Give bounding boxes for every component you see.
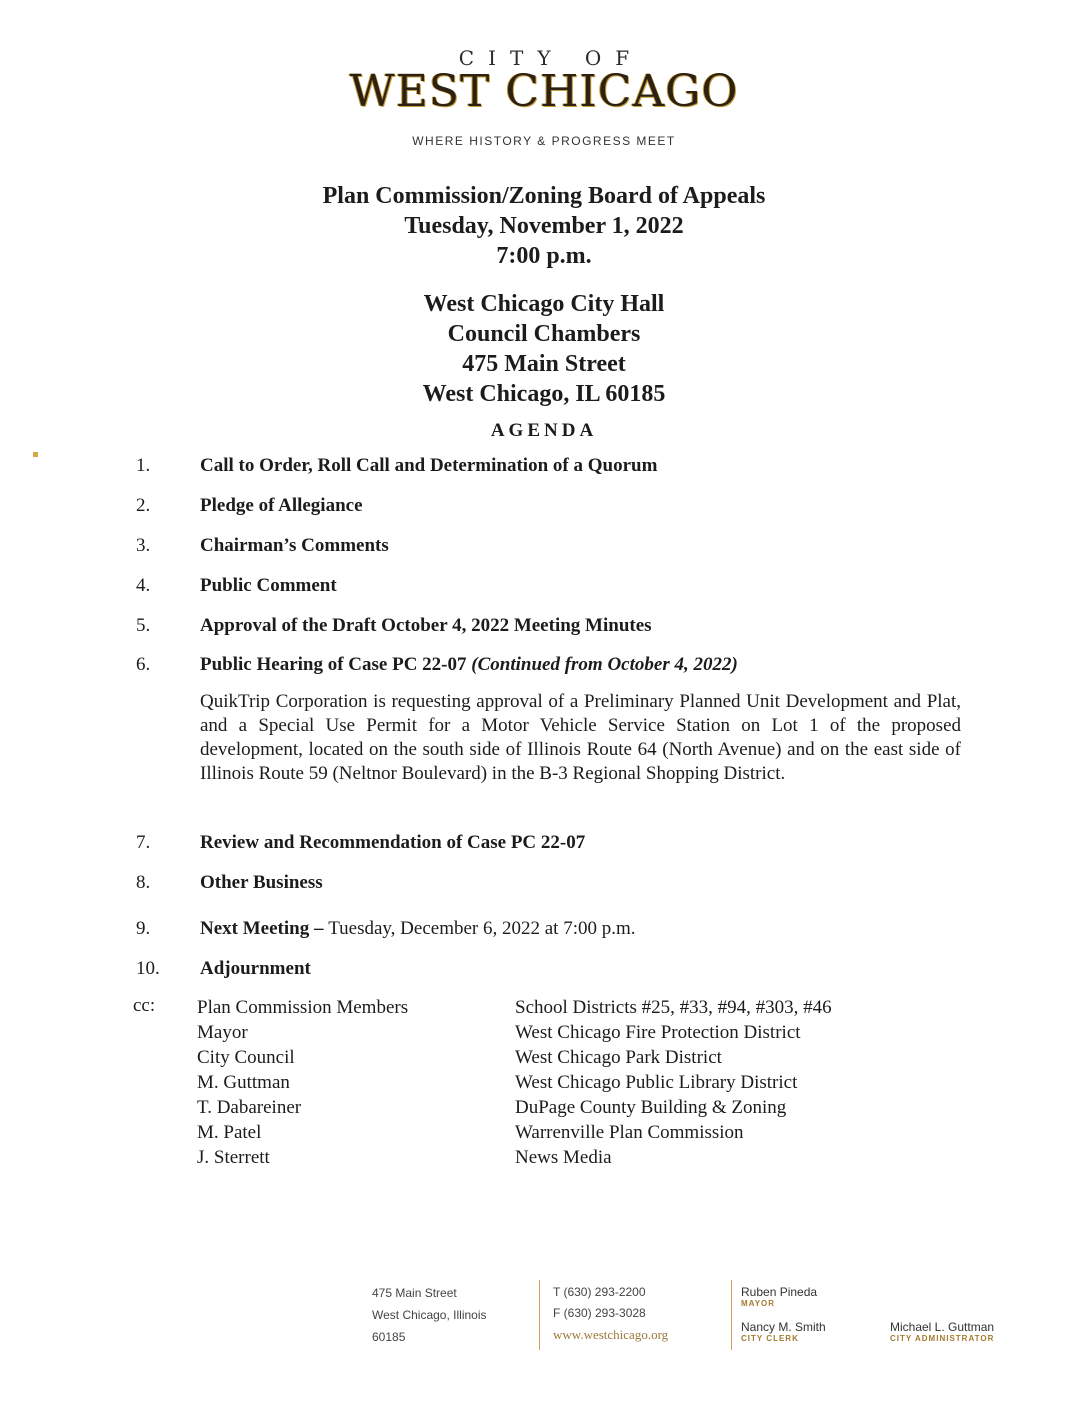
venue-city: West Chicago, IL 60185 bbox=[422, 381, 666, 407]
agenda-item: Pledge of Allegiance bbox=[200, 495, 363, 516]
address-zip: 60185 bbox=[372, 1330, 406, 1344]
meeting-time: 7:00 p.m. bbox=[496, 243, 592, 269]
cc-recipient: News Media bbox=[515, 1147, 612, 1168]
venue-building: West Chicago City Hall bbox=[423, 291, 665, 317]
administrator-title: CITY ADMINISTRATOR bbox=[890, 1334, 995, 1343]
administrator-name: Michael L. Guttman bbox=[890, 1320, 995, 1334]
agenda-title: AGENDA bbox=[490, 420, 598, 441]
agenda-item bbox=[200, 654, 738, 676]
cc-recipient: DuPage County Building & Zoning bbox=[515, 1097, 787, 1118]
cc-recipient: Mayor bbox=[197, 1022, 248, 1043]
continued-note: (Continued from October 4, 2022) bbox=[471, 654, 738, 675]
address-city: West Chicago, Illinois bbox=[372, 1308, 487, 1322]
cc-recipient: School Districts #25, #33, #94, #303, #46 bbox=[515, 997, 832, 1018]
item-number: 9. bbox=[136, 918, 151, 939]
footer-address bbox=[372, 1282, 487, 1348]
fax-number: F (630) 293-3028 bbox=[553, 1306, 646, 1320]
cc-recipient: West Chicago Public Library District bbox=[515, 1072, 798, 1093]
item-number: 2. bbox=[136, 495, 151, 516]
website-link[interactable]: www.westchicago.org bbox=[553, 1327, 669, 1342]
cc-recipient: T. Dabareiner bbox=[197, 1097, 302, 1118]
cc-recipient: J. Sterrett bbox=[197, 1147, 270, 1168]
item-number: 6. bbox=[136, 654, 151, 675]
cc-label: cc: bbox=[133, 995, 156, 1016]
agenda-item: Adjournment bbox=[200, 958, 311, 979]
meeting-date: Tuesday, November 1, 2022 bbox=[404, 213, 684, 239]
agenda-item: Review and Recommendation of Case PC 22-07 bbox=[200, 832, 586, 853]
mayor-block bbox=[741, 1285, 817, 1308]
cc-recipient: West Chicago Park District bbox=[515, 1047, 722, 1068]
administrator-block bbox=[890, 1320, 994, 1343]
item-number: 4. bbox=[136, 575, 151, 596]
mayor-title: MAYOR bbox=[741, 1299, 776, 1308]
agenda-item-label: Next Meeting – bbox=[200, 918, 324, 939]
clerk-block bbox=[741, 1320, 826, 1343]
agenda-item-label: Public Hearing of Case PC 22-07 bbox=[200, 654, 467, 675]
board-name: Plan Commission/Zoning Board of Appeals bbox=[322, 183, 766, 209]
item-number: 7. bbox=[136, 832, 151, 853]
city-of-label: CITY OF bbox=[458, 46, 644, 70]
footer-contact bbox=[553, 1282, 668, 1345]
agenda-item: Approval of the Draft October 4, 2022 Meeting Minutes bbox=[200, 615, 652, 636]
footer-divider bbox=[731, 1280, 732, 1350]
cc-recipient: M. Guttman bbox=[197, 1072, 290, 1093]
venue-street: 475 Main Street bbox=[462, 351, 626, 377]
item-number: 1. bbox=[136, 455, 151, 476]
agenda-item: Chairman’s Comments bbox=[200, 535, 389, 556]
cc-list-right bbox=[515, 995, 832, 1170]
cc-recipient: West Chicago Fire Protection District bbox=[515, 1022, 801, 1043]
item-number: 8. bbox=[136, 872, 151, 893]
item-description: QuikTrip Corporation is requesting approval of a Preliminary Planned Unit Development and Plat, and a Special Use Permit for a Motor Vehicle Service Station on Lot 1 of the proposed development, located on the south side of Illinois Route 64 (North Avenue) and on the east side of Illinois Route 59 (Neltnor Boulevard) in the B-3 Regional Shopping District. bbox=[200, 691, 961, 784]
footer-divider bbox=[539, 1280, 540, 1350]
cc-recipient: M. Patel bbox=[197, 1122, 262, 1143]
item-number: 10. bbox=[136, 958, 160, 979]
margin-marker bbox=[33, 452, 38, 457]
agenda-item bbox=[200, 918, 636, 940]
cc-list-left bbox=[197, 995, 408, 1170]
venue-room: Council Chambers bbox=[447, 321, 641, 347]
agenda-item: Call to Order, Roll Call and Determination of a Quorum bbox=[200, 455, 658, 476]
agenda-item: Other Business bbox=[200, 872, 323, 893]
address-street: 475 Main Street bbox=[372, 1286, 457, 1300]
cc-recipient: Plan Commission Members bbox=[197, 997, 409, 1018]
clerk-name: Nancy M. Smith bbox=[741, 1320, 826, 1334]
next-meeting-detail: Tuesday, December 6, 2022 at 7:00 p.m. bbox=[328, 918, 636, 939]
mayor-name: Ruben Pineda bbox=[741, 1285, 818, 1299]
cc-recipient: Warrenville Plan Commission bbox=[515, 1122, 744, 1143]
phone-number: T (630) 293-2200 bbox=[553, 1285, 646, 1299]
city-name-logo: WEST CHICAGO bbox=[349, 66, 739, 117]
item-number: 3. bbox=[136, 535, 151, 556]
item-number: 5. bbox=[136, 615, 151, 636]
tagline: WHERE HISTORY & PROGRESS MEET bbox=[412, 134, 676, 148]
clerk-title: CITY CLERK bbox=[741, 1334, 799, 1343]
agenda-item: Public Comment bbox=[200, 575, 337, 596]
cc-recipient: City Council bbox=[197, 1047, 295, 1068]
